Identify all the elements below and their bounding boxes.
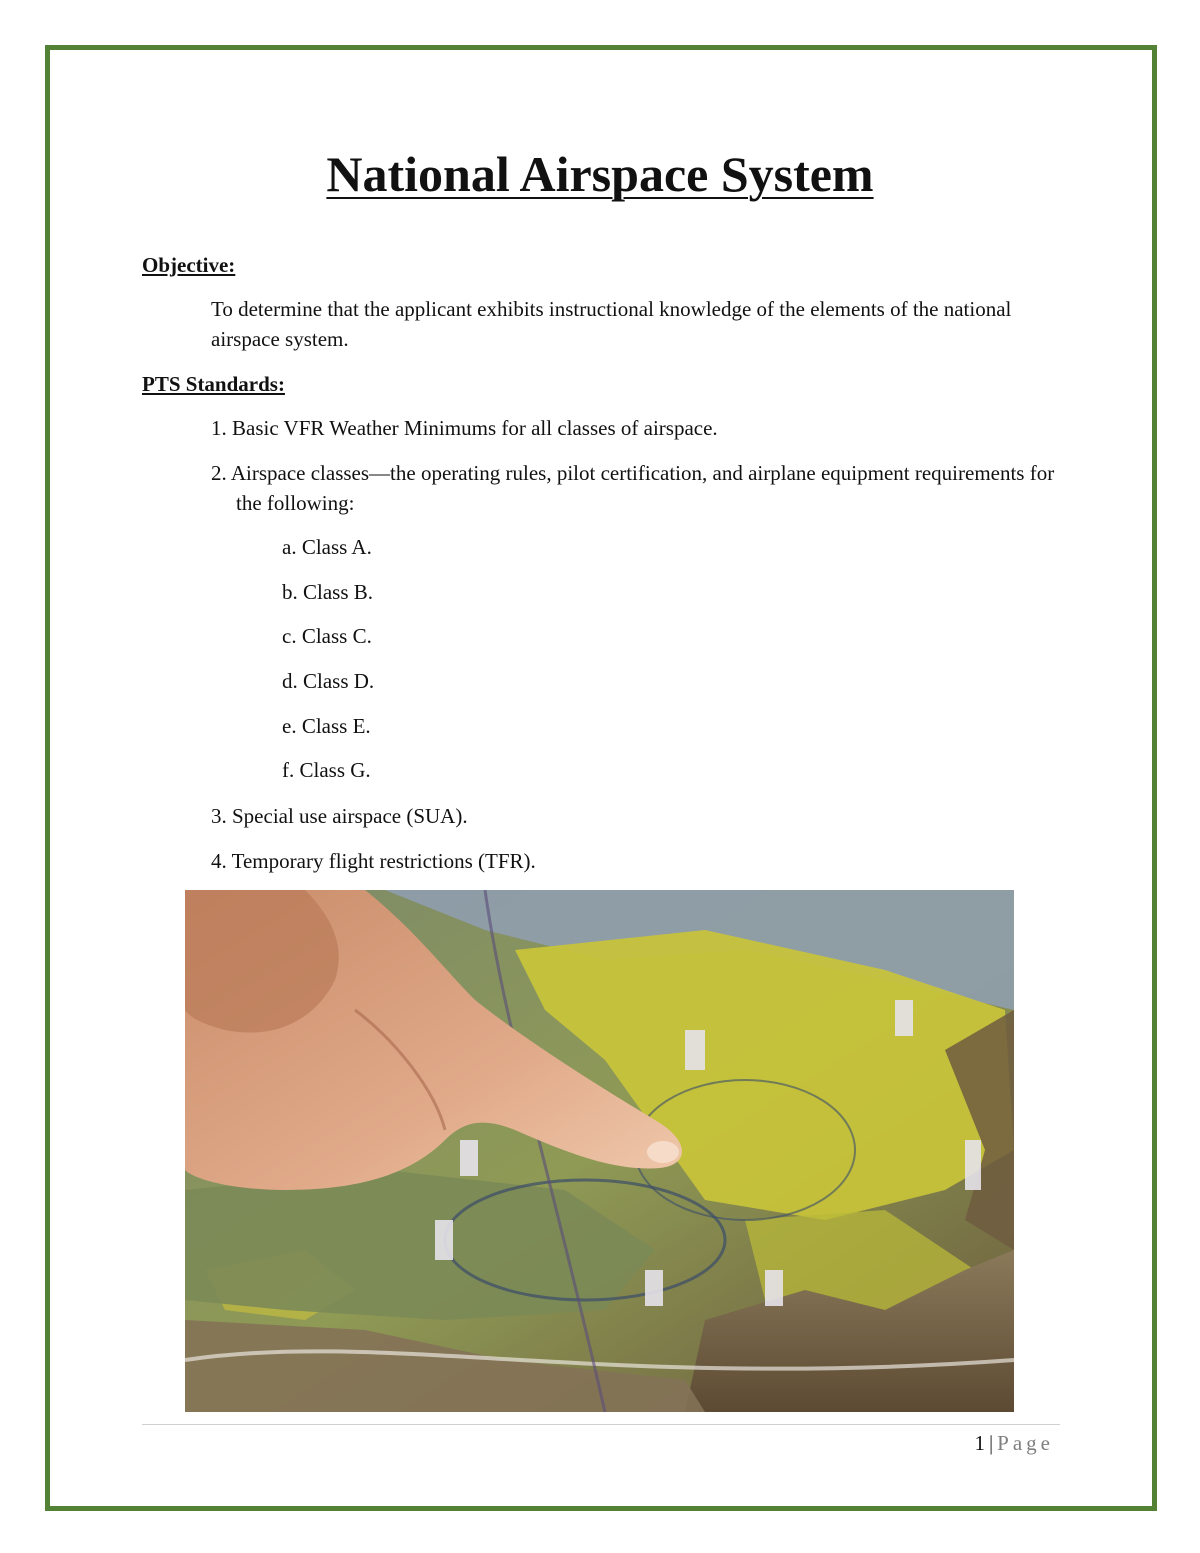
document-title: National Airspace System — [326, 146, 874, 202]
pts-subitem-letter: b. — [282, 580, 298, 604]
pts-subitem-a — [282, 532, 372, 562]
pts-subitem-text: Class C. — [301, 624, 372, 648]
pts-subitem-letter: a. — [282, 535, 297, 559]
pts-subitem-letter: e. — [282, 714, 297, 738]
pts-subitem-letter: d. — [282, 669, 298, 693]
objective-heading: Objective: — [142, 253, 236, 277]
page-number: 1 — [974, 1431, 985, 1455]
pts-item-4 — [211, 846, 536, 876]
pts-subitem-b — [282, 577, 373, 607]
pts-subitem-text: Class E. — [301, 714, 371, 738]
pts-item-number: 3. — [211, 804, 227, 828]
pts-item-text: Airspace classes—the operating rules, pilot certification, and airplane equipment requirements for the following: — [230, 461, 1055, 515]
pts-subitem-f — [282, 755, 371, 785]
sectional-chart-photo — [185, 890, 1014, 1412]
pts-subitem-text: Class G. — [299, 758, 371, 782]
pts-subitem-text: Class A. — [301, 535, 372, 559]
footer-separator: | — [988, 1431, 994, 1455]
pts-heading: PTS Standards: — [142, 372, 285, 396]
pts-subitem-e — [282, 711, 371, 741]
pts-item-1 — [211, 413, 718, 443]
pts-subitem-letter: c. — [282, 624, 297, 648]
page-label: Page — [997, 1431, 1054, 1455]
pts-item-number: 1. — [211, 416, 227, 440]
pts-item-text: Basic VFR Weather Minimums for all classes of airspace. — [232, 416, 718, 440]
pts-subitem-d — [282, 666, 374, 696]
pts-item-number: 4. — [211, 849, 227, 873]
pts-item-3 — [211, 801, 468, 831]
footer-divider — [142, 1424, 1060, 1425]
pts-item-text: Special use airspace (SUA). — [232, 804, 468, 828]
objective-text: To determine that the applicant exhibits instructional knowledge of the elements of the national airspace system. — [211, 297, 1012, 351]
page-footer — [974, 1430, 1054, 1456]
pts-subitem-letter: f. — [282, 758, 295, 782]
pts-item-2 — [211, 458, 1056, 518]
pts-subitem-text: Class D. — [303, 669, 375, 693]
pts-subitem-c — [282, 621, 372, 651]
pts-item-text: Temporary flight restrictions (TFR). — [231, 849, 536, 873]
sectional-chart-illustration — [185, 890, 1014, 1412]
pts-subitem-text: Class B. — [303, 580, 374, 604]
pts-item-number: 2. — [211, 461, 227, 485]
